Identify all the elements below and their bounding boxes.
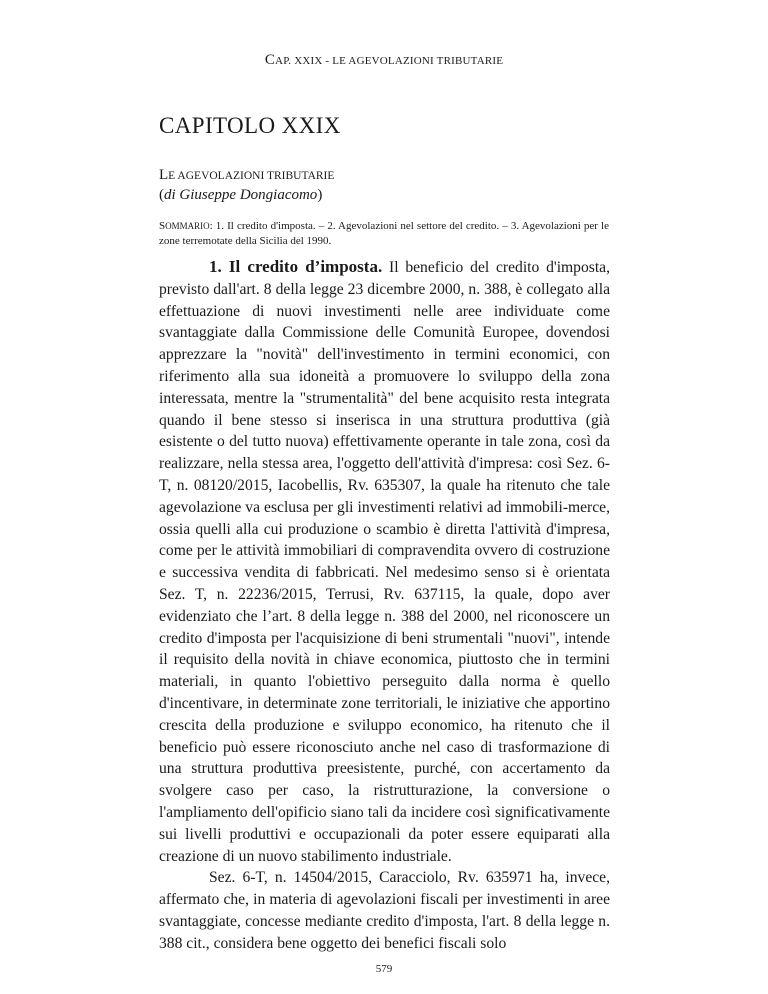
paragraph: [159, 867, 610, 954]
summary-text: : 1. Il credito d'imposta. – 2. Agevolazioni nel settore del credito. – 3. Agevolazioni per le zone terremotate della Sicilia del 1990.: [159, 220, 609, 247]
section-title-text: E AGEVOLAZIONI TRIBUTARIE: [168, 170, 335, 182]
page-number: 579: [375, 963, 393, 975]
section-author: [159, 186, 334, 205]
summary-label: OMMARIO: [165, 221, 210, 231]
running-header: [0, 52, 768, 69]
running-header-initial: C: [264, 52, 276, 68]
paragraph-text: Sez. 6-T, n. 14504/2015, Caracciolo, Rv. 635971 ha, invece, affermato che, in materia di agevolazioni fiscali per investimenti in aree svantaggiate, concesse mediante credito d'imposta, l'art. 8 della legge n. 388 cit., considera bene oggetto dei benefici fiscali solo: [159, 869, 610, 952]
section-title-initial: L: [159, 167, 169, 183]
chapter-title: CAPITOLO XXIX: [159, 113, 341, 138]
author-open-paren: (: [159, 187, 164, 203]
author-name: di Giuseppe Dongiacomo: [164, 187, 318, 203]
summary: [159, 219, 609, 249]
summary-label-initial: S: [159, 220, 166, 232]
section-heading: 1. Il credito d’imposta.: [209, 257, 383, 276]
section-title: [159, 166, 334, 205]
running-header-text: AP. XXIX - LE AGEVOLAZIONI TRIBUTARIE: [275, 55, 504, 67]
paragraph: [159, 256, 610, 867]
body-text: [159, 256, 610, 955]
author-close-paren: ): [317, 187, 323, 203]
paragraph-text: Il beneficio del credito d'imposta, previsto dall'art. 8 della legge 23 dicembre 2000, n. 388, è collegato alla effettuazione di nuovi investimenti nelle aree individuate come svantaggiate dalla Commissione delle Comunità Europee, dovendosi apprezzare la "novità" dell'investimento in termini economici, con riferimento alla sua idoneità a promuovere lo sviluppo della zona interessata, mentre la "strumentalità" del bene acquisito resta integrata quando il bene stesso si inserisca in una struttura produttiva (già esistente o del tutto nuova) effettivamente operante in tale zona, così da realizzare, nella stessa area, l'oggetto dell'attività d'impresa: così Sez. 6-T, n. 08120/2015, Iacobellis, Rv. 635307, la quale ha ritenuto che tale agevolazione va esclusa per gli investimenti relativi ad immobili-merce, ossia quelli alla cui produzione o scambio è diretta l'attività d'impresa, come per le attività immobiliari di compravendita ovvero di costruzione e successiva vendita di fabbricati. Nel medesimo senso si è orientata Sez. T, n. 22236/2015, Terrusi, Rv. 637115, la quale, dopo aver evidenziato che l’art. 8 della legge n. 388 del 2000, nel riconoscere un credito d'imposta per l'acquisizione di beni strumentali "nuovi", intende il requisito della novità in chiave economica, piuttosto che in termini materiali, in quanto l'obiettivo perseguito dalla norma è quello d'incentivare, in determinate zone territoriali, le iniziative che apportino crescita della produzione e sviluppo economico, ha ritenuto che il beneficio può essere riconosciuto anche nel caso di trasformazione di una struttura produttiva preesistente, purché, con accertamento da svolgere caso per caso, la ristrutturazione, la conversione o l'ampliamento dell'opificio siano tali da incidere così significativamente sui livelli produttivi e occupazionali da poter essere equiparati alla creazione di un nuovo stabilimento industriale.: [159, 259, 610, 865]
